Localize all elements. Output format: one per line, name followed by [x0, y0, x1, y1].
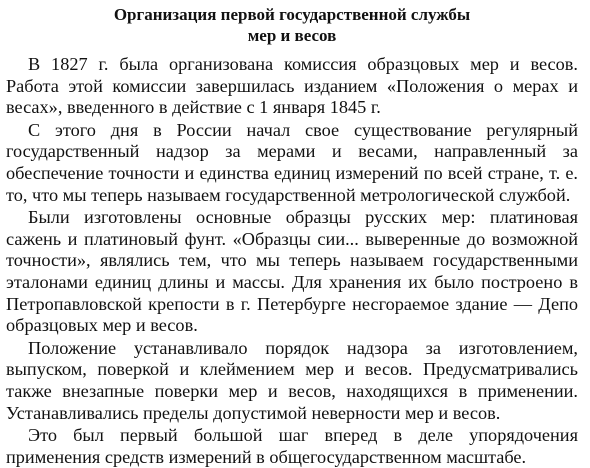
section-title-line-1: Организация первой государственной службы: [113, 5, 471, 24]
paragraph-regulation: Положение устанавливало порядок надзора за изготовлением, выпуском, поверкой и клеймением мер и весов. Предусматривались также внезапные поверки мер и весов, находящихся в применении. Устанавливались пределы допустимой неверности мер и весов.: [6, 337, 578, 423]
section-title: [6, 4, 578, 46]
paragraph-standards: Были изготовлены основные образцы русских мер: платиновая сажень и платиновый фунт. «Образцы сии... выверенные до возможной точности», являлись тем, что мы теперь называем государственными эталонами единиц длины и массы. Для хранения их было построено в Петропавловской крепости в г. Петербурге несгораемое здание — Депо образцовых мер и весов.: [6, 207, 578, 336]
paragraph-conclusion: Это был первый большой шаг вперед в деле упорядочения применения средств измерений в общегосударственном масштабе.: [6, 425, 578, 467]
section-title-line-2: мер и весов: [247, 26, 337, 45]
paragraph-state-supervision: С этого дня в России начал свое существование регулярный государственный надзор за мерами и весами, направленный за обеспечение точности и единства единиц измерений по всей стране, т. е. то, что мы теперь называем государственной метрологической службой.: [6, 119, 578, 205]
paragraph-commission: В 1827 г. была организована комиссия образцовых мер и весов. Работа этой комиссии завершилась изданием «Положения о мерах и весах», введенного в действие с 1 января 1845 г.: [6, 54, 578, 118]
